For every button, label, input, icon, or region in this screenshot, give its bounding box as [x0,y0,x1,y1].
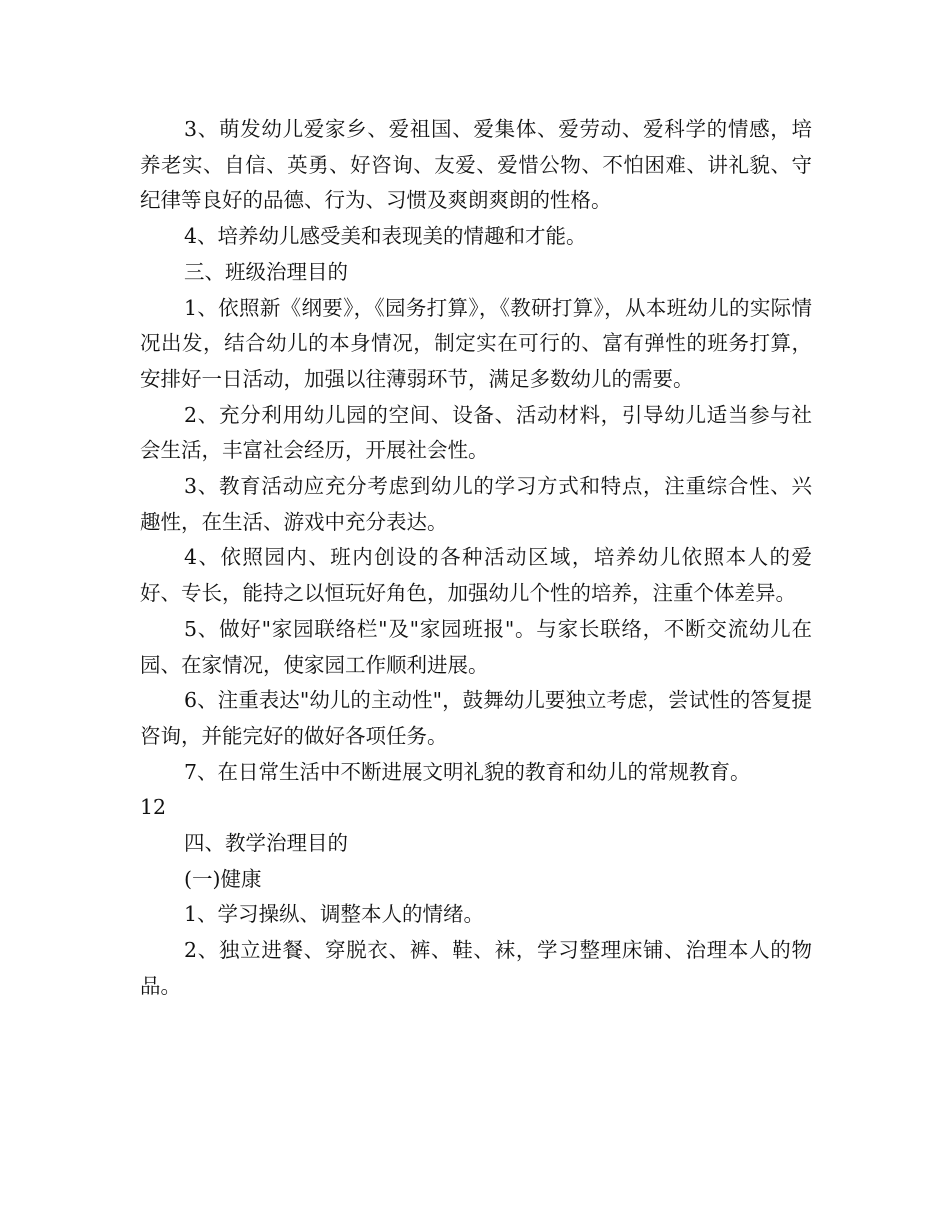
document-page [140,112,812,1005]
paragraph: 4、培养幼儿感受美和表现美的情趣和才能。 [184,224,587,249]
paragraph: 5、做好"家园联络栏"及"家园班报"。与家长联络，不断交流幼儿在园、在家情况，使家园工作顺利进展。 [140,616,812,677]
paragraph: 7、在日常生活中不断进展文明礼貌的教育和幼儿的常规教育。 [184,759,751,784]
paragraph: 1、学习操纵、调整本人的情绪。 [184,902,485,927]
paragraph: 3、教育活动应充分考虑到幼儿的学习方式和特点，注重综合性、兴趣性，在生活、游戏中充分表达。 [140,474,812,534]
subsection-heading: (一)健康 [184,866,262,891]
paragraph: 4、依照园内、班内创设的各种活动区域，培养幼儿依照本人的爱好、专长，能持之以恒玩好角色，加强幼儿个性的培养，注重个体差异。 [140,545,812,606]
section-heading: 四、教学治理目的 [184,831,348,856]
paragraph: 2、充分利用幼儿园的空间、设备、活动材料，引导幼儿适当参与社会生活，丰富社会经历，开展社会性。 [140,402,812,463]
paragraph: 2、独立进餐、穿脱衣、裤、鞋、袜，学习整理床铺、治理本人的物品。 [140,938,812,998]
paragraph: 1、依照新《纲要》，《园务打算》，《教研打算》，从本班幼儿的实际情况出发，结合幼儿的本身情况，制定实在可行的、富有弹性的班务打算，安排好一日活动，加强以往薄弱环节，满足多数幼儿的需要。 [140,295,812,391]
section-heading: 三、班级治理目的 [184,259,348,284]
paragraph: 6、注重表达"幼儿的主动性"，鼓舞幼儿要独立考虑，尝试性的答复提咨询，并能完好的做好各项任务。 [140,688,812,748]
page-number-text: 12 [140,795,167,820]
paragraph: 3、萌发幼儿爱家乡、爱祖国、爱集体、爱劳动、爱科学的情感，培养老实、自信、英勇、好咨询、友爱、爱惜公物、不怕困难、讲礼貌、守纪律等良好的品德、行为、习惯及爽朗爽朗的性格。 [140,117,812,213]
